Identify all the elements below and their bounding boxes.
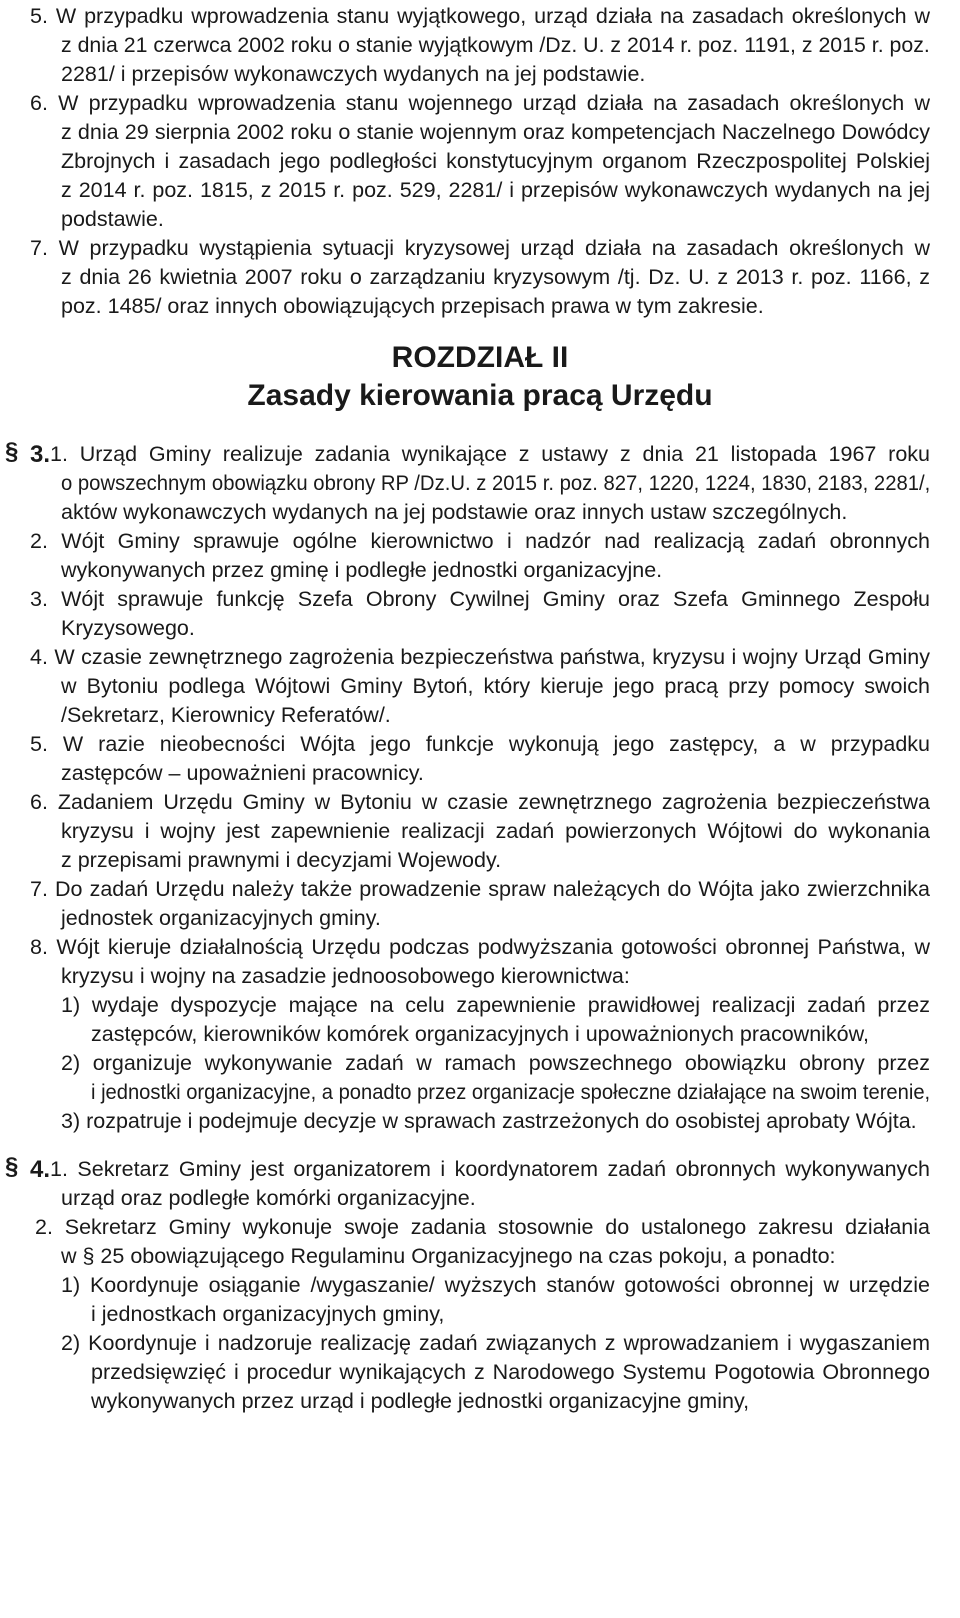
s4-p1-line1: 1. Sekretarz Gminy jest organizatorem i koordynatorem zadań obronnych wykonywanych — [50, 1157, 930, 1181]
section4-symbol: § — [5, 1153, 19, 1180]
s3-p1-line2: o powszechnym obowiązku obrony RP /Dz.U. z 2015 r. poz. 827, 1220, 1224, 1830, 2183, 2281/, — [61, 471, 931, 495]
s4-p2-2-line2: przedsięwzięć i procedur wynikających z Narodowego Systemu Pogotowia Obronnego — [91, 1360, 930, 1384]
chapter-title: Zasady kierowania pracą Urzędu — [247, 379, 713, 412]
item6-line1: 6. W przypadku wprowadzenia stanu wojennego urząd działa na zasadach określonych w — [30, 91, 930, 115]
s3-p8-1-line1: 1) wydaje dyspozycje mające na celu zapewnienie prawidłowej realizacji zadań przez — [61, 993, 930, 1017]
section3-number: 3. — [30, 441, 51, 468]
s4-p1-line2: urząd oraz podległe komórki organizacyjne. — [61, 1186, 476, 1210]
s3-p5-line2: zastępców – upoważnieni pracownicy. — [61, 761, 424, 785]
section4-number: 4. — [30, 1156, 51, 1183]
s4-p2-2-line1: 2) Koordynuje i nadzoruje realizację zadań związanych z wprowadzaniem i wygaszaniem — [61, 1331, 930, 1355]
s3-p1-line1: 1. Urząd Gminy realizuje zadania wynikające z ustawy z dnia 21 listopada 1967 roku — [50, 442, 930, 466]
item7-line3: poz. 1485/ oraz innych obowiązujących przepisach prawa w tym zakresie. — [61, 294, 764, 318]
item7-line2: z dnia 26 kwietnia 2007 roku o zarządzaniu kryzysowym /tj. Dz. U. z 2013 r. poz. 1166, z — [61, 265, 930, 289]
s3-p6-line2: kryzysu i wojny jest zapewnienie realizacji zadań powierzonych Wójtowi do wykonania — [61, 819, 930, 843]
s3-p1-line3: aktów wykonawczych wydanych na jej podstawie oraz innych ustaw szczególnych. — [61, 500, 848, 524]
s3-p4-line1: 4. W czasie zewnętrznego zagrożenia bezpieczeństwa państwa, kryzysu i wojny Urząd Gminy — [30, 645, 930, 669]
s3-p8-1-line2: zastępców, kierowników komórek organizacyjnych i upoważnionych pracowników, — [91, 1022, 869, 1046]
chapter-number: ROZDZIAŁ II — [391, 341, 569, 374]
s4-p2-2-line3: wykonywanych przez urząd i podległe jednostki organizacyjne gminy, — [91, 1389, 750, 1413]
s3-p8-line1: 8. Wójt kieruje działalnością Urzędu podczas podwyższania gotowości obronnej Państwa, w — [30, 935, 930, 959]
item5-line1: 5. W przypadku wprowadzenia stanu wyjątkowego, urząd działa na zasadach określonych w — [30, 4, 930, 28]
section3-symbol: § — [5, 438, 19, 465]
s3-p4-line3: /Sekretarz, Kierownicy Referatów/. — [61, 703, 391, 727]
item6-line2: z dnia 29 sierpnia 2002 roku o stanie wojennym oraz kompetencjach Naczelnego Dowódcy — [61, 120, 930, 144]
s3-p6-line3: z przepisami prawnymi i decyzjami Wojewody. — [61, 848, 502, 872]
item7-line1: 7. W przypadku wystąpienia sytuacji kryzysowej urząd działa na zasadach określonych w — [30, 236, 930, 260]
s4-p2-line2: w § 25 obowiązującego Regulaminu Organizacyjnego na czas pokoju, a ponadto: — [61, 1244, 836, 1268]
s3-p5-line1: 5. W razie nieobecności Wójta jego funkcje wykonują jego zastępcy, a w przypadku — [30, 732, 930, 756]
item5-line2: z dnia 21 czerwca 2002 roku o stanie wyjątkowym /Dz. U. z 2014 r. poz. 1191, z 2015 r. poz. — [61, 33, 930, 57]
s3-p7-line1: 7. Do zadań Urzędu należy także prowadzenie spraw należących do Wójta jako zwierzchnika — [30, 877, 930, 901]
s3-p8-2-line1: 2) organizuje wykonywanie zadań w ramach powszechnego obowiązku obrony przez — [61, 1051, 930, 1075]
item5-line3: 2281/ i przepisów wykonawczych wydanych na jej podstawie. — [61, 62, 646, 86]
item6-line4: z 2014 r. poz. 1815, z 2015 r. poz. 529, 2281/ i przepisów wykonawczych wydanych na jej — [61, 178, 930, 202]
s3-p2-line1: 2. Wójt Gminy sprawuje ogólne kierownictwo i nadzór nad realizacją zadań obronnych — [30, 529, 930, 553]
s3-p8-line2: kryzysu i wojny na zasadzie jednoosobowego kierownictwa: — [61, 964, 630, 988]
s3-p2-line2: wykonywanych przez gminę i podległe jednostki organizacyjne. — [61, 558, 663, 582]
s3-p7-line2: jednostek organizacyjnych gminy. — [61, 906, 381, 930]
s3-p3-line2: Kryzysowego. — [61, 616, 195, 640]
s3-p6-line1: 6. Zadaniem Urzędu Gminy w Bytoniu w czasie zewnętrznego zagrożenia bezpieczeństwa — [30, 790, 930, 814]
s3-p4-line2: w Bytoniu podlega Wójtowi Gminy Bytoń, który kieruje jego pracą przy pomocy swoich — [61, 674, 930, 698]
s4-p2-1-line2: i jednostkach organizacyjnych gminy, — [91, 1302, 445, 1326]
s4-p2-1-line1: 1) Koordynuje osiąganie /wygaszanie/ wyższych stanów gotowości obronnej w urzędzie — [61, 1273, 930, 1297]
s3-p3-line1: 3. Wójt sprawuje funkcję Szefa Obrony Cywilnej Gminy oraz Szefa Gminnego Zespołu — [30, 587, 930, 611]
item6-line5: podstawie. — [61, 207, 164, 231]
s4-p2-line1: 2. Sekretarz Gminy wykonuje swoje zadania stosownie do ustalonego zakresu działania — [35, 1215, 930, 1239]
item6-line3: Zbrojnych i zasadach jego podległości konstytucyjnym organom Rzeczpospolitej Polskiej — [61, 149, 930, 173]
s3-p8-3-line1: 3) rozpatruje i podejmuje decyzje w sprawach zastrzeżonych do osobistej aprobaty Wójta. — [61, 1109, 917, 1133]
s3-p8-2-line2: i jednostki organizacyjne, a ponadto przez organizacje społeczne działające na swoim terenie, — [91, 1080, 931, 1104]
